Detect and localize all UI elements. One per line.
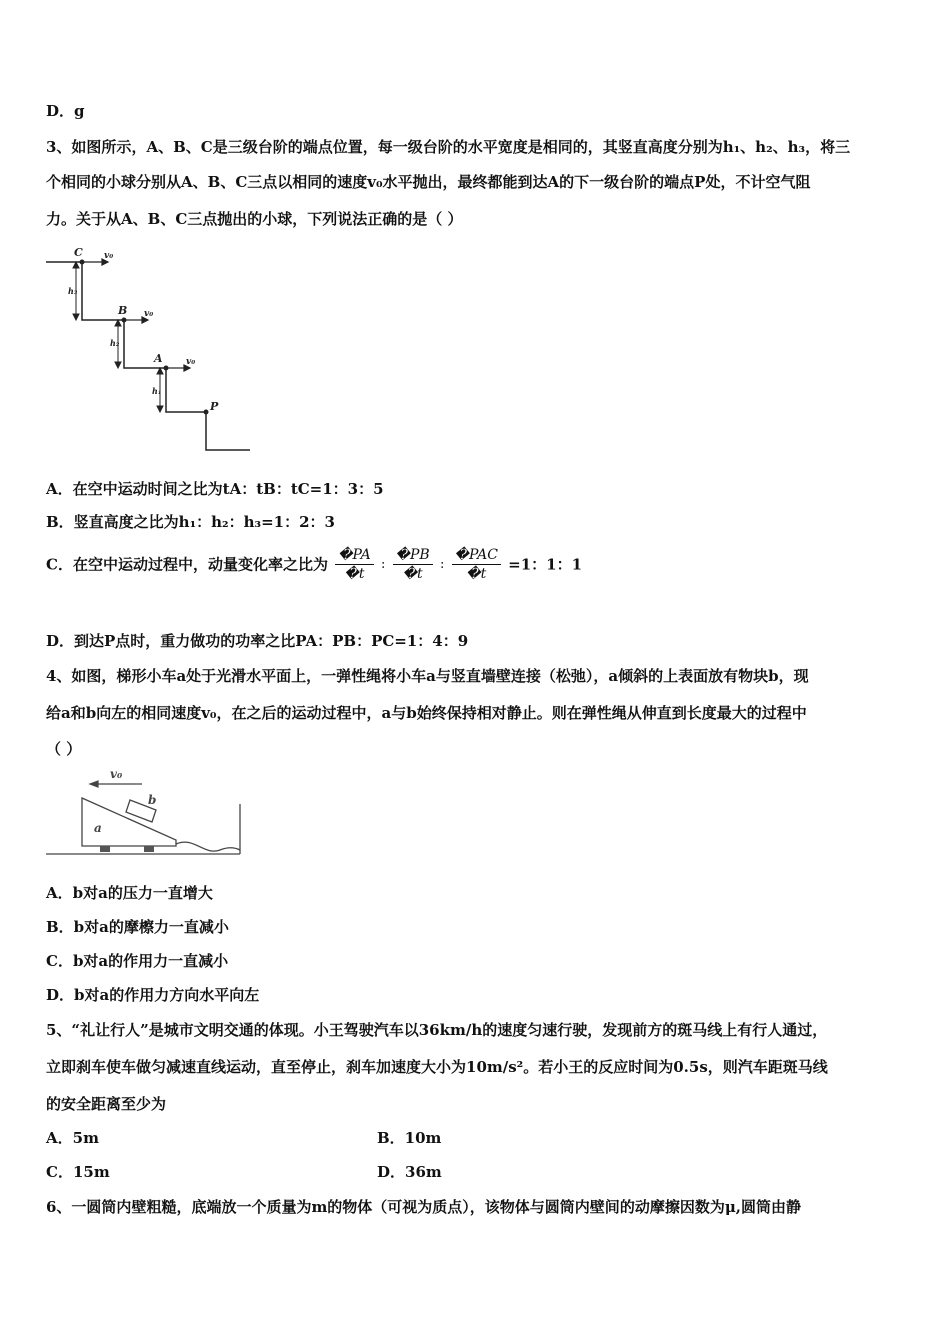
q3-option-b: B．竖直高度之比为h₁：h₂：h₃=1：2：3 <box>46 513 335 531</box>
q4-cart-figure <box>44 766 246 862</box>
label-v0-b: v₀ <box>144 309 154 319</box>
q3-staircase-figure <box>44 244 254 456</box>
label-a: a <box>94 821 102 835</box>
label-h3: h₃ <box>68 286 78 296</box>
fraction-pb: $\frac{�PB}{�t}$ <box>393 546 433 583</box>
q3-option-d: D．到达P点时，重力做功的功率之比PA：PB：PC=1：4：9 <box>46 632 469 650</box>
q3-option-c-suffix: =1：1：1 <box>508 555 583 574</box>
q3-stem-line1: 3、如图所示，A、B、C是三级台阶的端点位置，每一级台阶的水平宽度是相同的，其竖直高度分别为h₁、h₂、h₃，将三 <box>46 138 851 156</box>
q3-stem-line3: 力。关于从A、B、C三点抛出的小球，下列说法正确的是（ ） <box>46 210 463 228</box>
label-h1: h₁ <box>152 386 162 396</box>
q3-option-c: C．在空中运动过程中，动量变化率之比为 $\frac{�PA}{�t}$ : $\frac{�PB}{�t}$ : $\frac{\text{�PAC}}{�t}$ =1：1：1 <box>46 547 583 582</box>
q4-option-a: A．b对a的压力一直增大 <box>46 884 213 902</box>
q4-stem-line3: （ ） <box>46 740 82 758</box>
q3-stem-line2: 个相同的小球分别从A、B、C三点以相同的速度v₀水平抛出，最终都能到达A的下一级台阶的端点P处，不计空气阻 <box>46 173 811 191</box>
label-h2: h₂ <box>110 338 120 348</box>
label-v0-c: v₀ <box>104 251 114 261</box>
q3-option-c-prefix: C．在空中运动过程中，动量变化率之比为 <box>46 555 328 574</box>
q5-option-d: D．36m <box>377 1163 442 1181</box>
label-b: B <box>118 304 128 317</box>
label-p: P <box>210 400 219 413</box>
q2-option-d: D．g <box>46 102 85 120</box>
q5-option-a: A．5m <box>46 1129 99 1147</box>
q5-stem-line2: 立即刹车使车做匀减速直线运动，直至停止，刹车加速度大小为10m/s²。若小王的反应时间为0.5s，则汽车距斑马线 <box>46 1058 828 1076</box>
label-c: C <box>74 246 83 259</box>
q4-option-c: C．b对a的作用力一直减小 <box>46 952 229 970</box>
q6-stem-line1: 6、一圆筒内壁粗糙，底端放一个质量为m的物体（可视为质点），该物体与圆筒内壁间的动摩擦因数为μ,圆筒由静 <box>46 1198 802 1216</box>
q4-option-d: D．b对a的作用力方向水平向左 <box>46 986 260 1004</box>
q5-stem-line3: 的安全距离至少为 <box>46 1095 167 1113</box>
q4-option-b: B．b对a的摩檫力一直减小 <box>46 918 229 936</box>
q3-option-a: A．在空中运动时间之比为tA：tB：tC=1：3：5 <box>46 480 384 498</box>
label-b: b <box>148 793 157 807</box>
fraction-pa: $\frac{�PA}{�t}$ <box>335 546 374 583</box>
q5-stem-line1: 5、“礼让行人”是城市文明交通的体现。小王驾驶汽车以36km/h的速度匀速行驶，发现前方的斑马线上有行人通过， <box>46 1021 828 1039</box>
q5-option-b: B．10m <box>377 1129 442 1147</box>
label-a: A <box>154 352 163 365</box>
label-v0: v₀ <box>110 767 123 781</box>
q4-stem-line1: 4、如图，梯形小车a处于光滑水平面上，一弹性绳将小车a与竖直墙壁连接（松弛），a倾斜的上表面放有物块b，现 <box>46 667 809 685</box>
label-v0-a: v₀ <box>186 357 196 367</box>
q4-stem-line2: 给a和b向左的相同速度v₀，在之后的运动过程中，a与b始终保持相对静止。则在弹性绳从伸直到长度最大的过程中 <box>46 704 807 722</box>
q5-option-c: C．15m <box>46 1163 110 1181</box>
fraction-pac: $\frac{\text{�PAC}}{�t}$ <box>452 546 501 583</box>
